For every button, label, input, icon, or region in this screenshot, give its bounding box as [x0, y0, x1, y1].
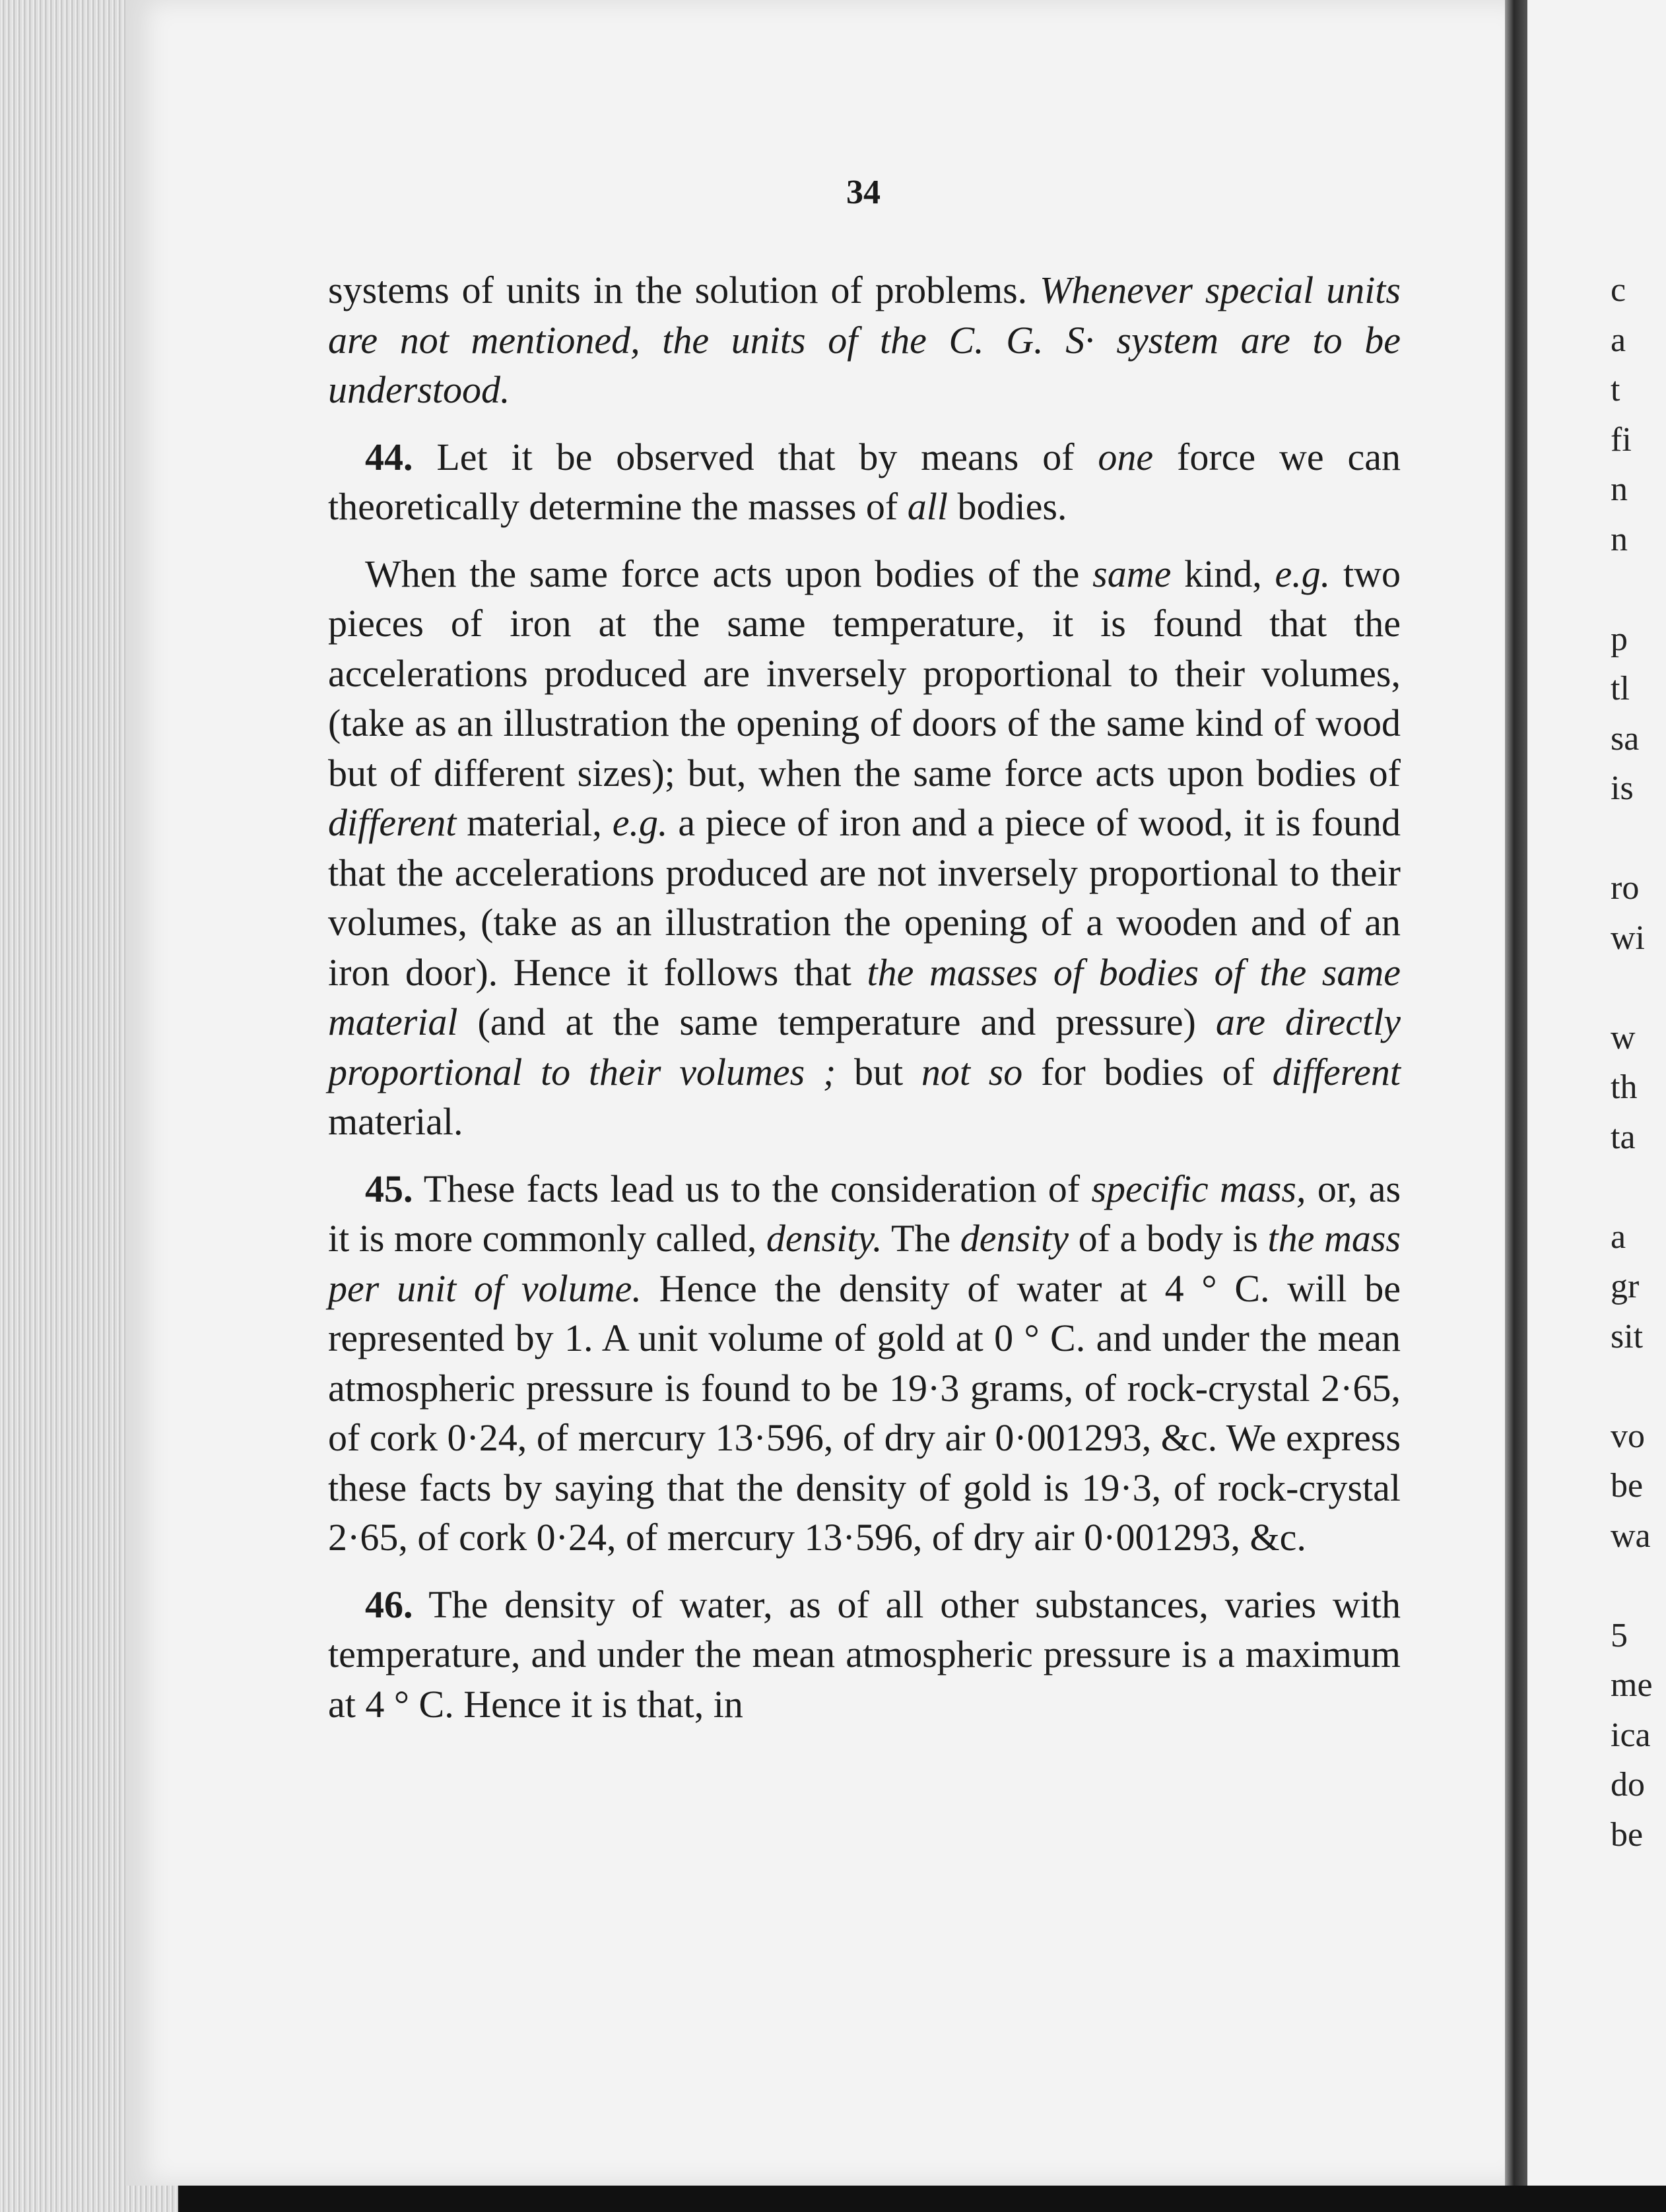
paragraph-text: (and at the same temperature and pressure)	[457, 1000, 1216, 1043]
facing-fragment	[1611, 963, 1666, 1013]
italic-text: different	[1272, 1050, 1401, 1093]
italic-text: specific mass,	[1091, 1167, 1306, 1210]
italic-text: all	[907, 485, 948, 528]
facing-fragment: vo	[1611, 1417, 1645, 1455]
italic-text: Whenever special units are not mentioned, the units of the C. G. S· system are to be understood.	[328, 269, 1401, 411]
paragraph-text: systems of units in the solution of problems.	[328, 269, 1040, 311]
facing-fragment: t	[1611, 371, 1620, 408]
paragraph-46	[328, 1580, 1401, 1730]
facing-fragment: is	[1611, 769, 1634, 807]
facing-fragment: a	[1611, 321, 1626, 359]
facing-fragment: c	[1611, 271, 1626, 309]
facing-fragment: w	[1611, 1018, 1636, 1057]
italic-text: e.g.	[1275, 552, 1331, 595]
paragraph-text: or, as it is more commonly called,	[328, 1167, 1401, 1260]
paragraph-text: a piece of iron and a piece of wood, it is found that the accelerations produced are not inversely proportional to their volumes, (take as an illustration the opening of a wooden and of an iron door). Hence it follows that	[328, 801, 1401, 994]
section-number: 44.	[365, 435, 413, 478]
facing-fragment: th	[1611, 1068, 1638, 1106]
paragraph-44-continued	[328, 549, 1401, 1147]
facing-fragment: be	[1611, 1467, 1644, 1505]
facing-fragment	[1611, 1162, 1666, 1212]
facing-fragment: tl	[1611, 670, 1630, 707]
italic-text: the masses of bodies of the same material	[328, 950, 1401, 1043]
facing-fragment: be	[1611, 1815, 1644, 1854]
page-body	[328, 265, 1401, 1746]
paragraph-text: material,	[456, 801, 613, 844]
paragraph-text: but	[836, 1050, 921, 1093]
paragraph-text: for bodies of	[1022, 1050, 1273, 1093]
italic-text: density	[960, 1217, 1069, 1260]
facing-fragment	[1611, 1361, 1666, 1412]
italic-text: same	[1092, 552, 1172, 595]
paragraph-text: material.	[328, 1100, 463, 1143]
facing-fragment: sit	[1611, 1317, 1644, 1355]
book-gutter	[1505, 0, 1527, 2186]
paragraph-text: two pieces of iron at the same temperature, it is found that the accelerations produced are inversely proportional to their volumes, (take as an illustration the opening of doors of the same kind of wood but of different sizes); but, when the same force acts upon bodies of	[328, 552, 1401, 795]
facing-fragment: me	[1611, 1666, 1653, 1704]
facing-fragment: n	[1611, 471, 1628, 508]
facing-page-text	[1611, 265, 1666, 1860]
italic-text: e.g.	[612, 801, 668, 844]
italic-text: are directly proportional to their volumes ;	[328, 1000, 1401, 1093]
facing-fragment	[1611, 1561, 1666, 1611]
paragraph-text: bodies.	[947, 485, 1067, 528]
facing-fragment: wa	[1611, 1516, 1651, 1555]
paragraph-45	[328, 1164, 1401, 1563]
paragraph-text: of a body is	[1069, 1217, 1268, 1260]
paragraph-text: The density of water, as of all other substances, varies with temperature, and under the mean atmospheric pressure is a maximum at 4 ° C. Hence it is that, in	[328, 1582, 1401, 1726]
italic-text: not so	[921, 1050, 1023, 1093]
section-number: 45.	[365, 1167, 413, 1210]
facing-fragment: fi	[1611, 420, 1632, 459]
facing-fragment	[1611, 564, 1666, 614]
paragraph-text: force we can theoretically determine the masses of	[328, 435, 1401, 528]
facing-fragment: sa	[1611, 719, 1640, 758]
paragraph-text: Hence the density of water at 4 ° C. will be represented by 1. A unit volume of gold at 0 ° C. and under the mean atmospheric pressure is found to be 19·3 grams, of rock-crystal 2·65, of cork 0·24, of mercury 13·596, of dry air 0·001293, &c. We express these facts by saying that the density of gold is 19·3, of rock-crystal 2·65, of cork 0·24, of mercury 13·596, of dry air 0·001293, &c.	[328, 1266, 1401, 1559]
facing-fragment: p	[1611, 620, 1628, 658]
facing-fragment: n	[1611, 520, 1628, 558]
paragraph-text: When the same force acts upon bodies of the	[365, 552, 1093, 595]
paragraph-text: kind,	[1171, 552, 1275, 595]
italic-text: the mass per unit of volume.	[328, 1217, 1401, 1310]
paragraph-1	[328, 265, 1401, 415]
italic-text: one	[1098, 435, 1154, 478]
facing-fragment: ro	[1611, 869, 1640, 907]
paragraph-text: These facts lead us to the consideration of	[413, 1167, 1092, 1210]
paragraph-44	[328, 432, 1401, 532]
facing-fragment: 5	[1611, 1616, 1628, 1654]
facing-fragment: ica	[1611, 1716, 1651, 1754]
facing-fragment: wi	[1611, 919, 1645, 957]
paragraph-text: Let it be observed that by means of	[413, 435, 1098, 478]
facing-fragment: do	[1611, 1766, 1645, 1804]
page-number: 34	[846, 174, 881, 211]
facing-fragment: gr	[1611, 1268, 1640, 1305]
section-number: 46.	[365, 1582, 413, 1626]
italic-text: density.	[766, 1217, 883, 1260]
facing-fragment: a	[1611, 1218, 1626, 1256]
paragraph-text: The	[882, 1217, 960, 1260]
italic-text: different	[328, 801, 457, 844]
facing-fragment	[1611, 814, 1666, 864]
facing-fragment: ta	[1611, 1118, 1636, 1156]
